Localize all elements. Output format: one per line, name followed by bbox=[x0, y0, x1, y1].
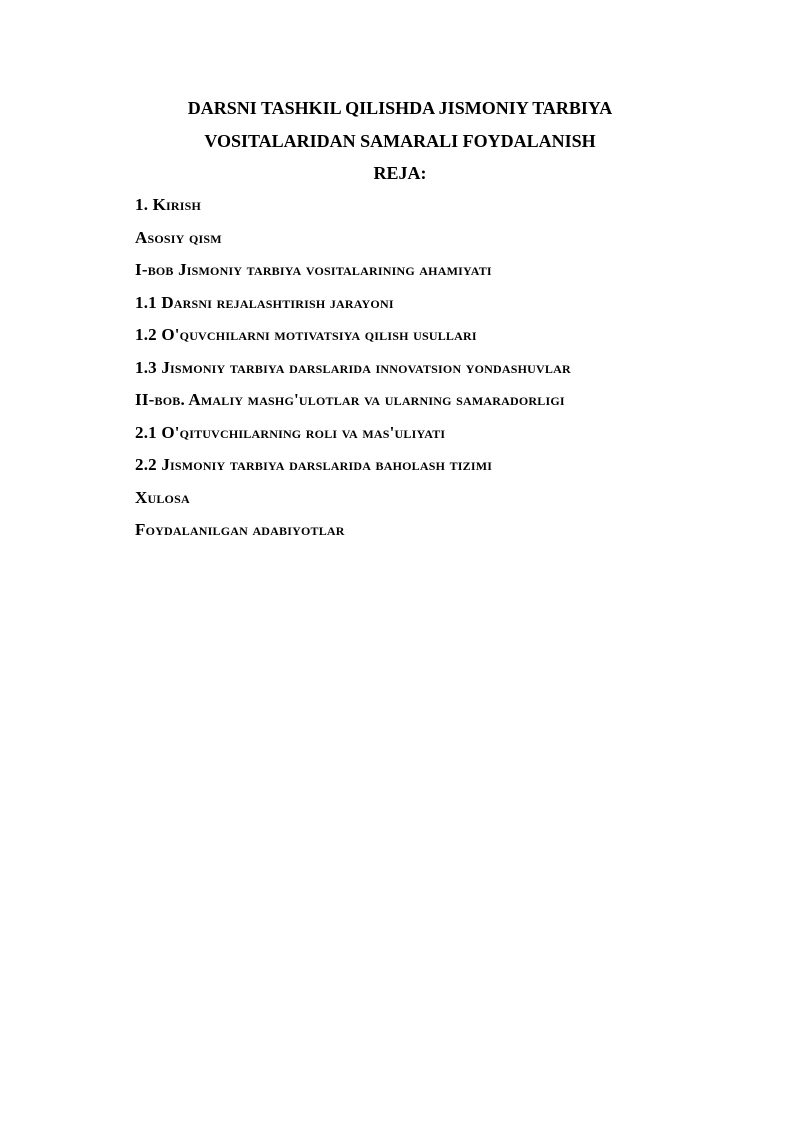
document-title-line-1: DARSNI TASHKIL QILISHDA JISMONIY TARBIYA bbox=[187, 98, 613, 118]
plan-heading: REJA: bbox=[373, 163, 427, 183]
plan-item-number: 2.1 bbox=[135, 422, 162, 442]
plan-item bbox=[135, 292, 755, 325]
plan-item bbox=[135, 454, 755, 487]
plan-item-text: O'quvchilarni motivatsiya qilish usullari bbox=[161, 325, 477, 344]
plan-item bbox=[135, 227, 755, 260]
plan-item-number: 1. bbox=[135, 195, 153, 214]
plan-item-number: I- bbox=[135, 260, 148, 279]
plan-item bbox=[135, 259, 755, 292]
plan-item-text: Darsni rejalashtirish jarayoni bbox=[161, 292, 394, 312]
plan-item-text: O'qituvchilarning roli va mas'uliyati bbox=[161, 422, 446, 442]
plan-item-number: 1.2 bbox=[135, 325, 162, 344]
plan-item bbox=[135, 357, 755, 390]
document-title-line-2: VOSITALARIDAN SAMARALI FOYDALANISH bbox=[204, 131, 596, 151]
plan-list bbox=[135, 194, 755, 552]
plan-item-number: 1.1 bbox=[135, 292, 162, 312]
plan-item bbox=[135, 324, 755, 357]
plan-item bbox=[135, 519, 755, 552]
plan-item bbox=[135, 389, 755, 422]
plan-item-text: bob. Amaliy mashg'ulotlar va ularning samaradorligi bbox=[154, 390, 565, 409]
plan-item-text: Jismoniy tarbiya darslarida innovatsion yondashuvlar bbox=[161, 357, 571, 377]
plan-item-text: Kirish bbox=[152, 195, 202, 214]
plan-item-text: Jismoniy tarbiya darslarida baholash tizimi bbox=[161, 455, 493, 474]
plan-item-number: 2.2 bbox=[135, 455, 162, 474]
plan-item-number: 1.3 bbox=[135, 357, 162, 377]
plan-item-text: bob Jismoniy tarbiya vositalarining ahamiyati bbox=[147, 260, 492, 279]
plan-item bbox=[135, 422, 755, 455]
plan-item-text: Asosiy qism bbox=[135, 227, 222, 247]
plan-item-text: Xulosa bbox=[135, 487, 190, 507]
plan-item-text: Foydalanilgan adabiyotlar bbox=[135, 520, 345, 539]
plan-item bbox=[135, 487, 755, 520]
plan-item-number: II- bbox=[135, 390, 155, 409]
plan-item bbox=[135, 194, 755, 227]
